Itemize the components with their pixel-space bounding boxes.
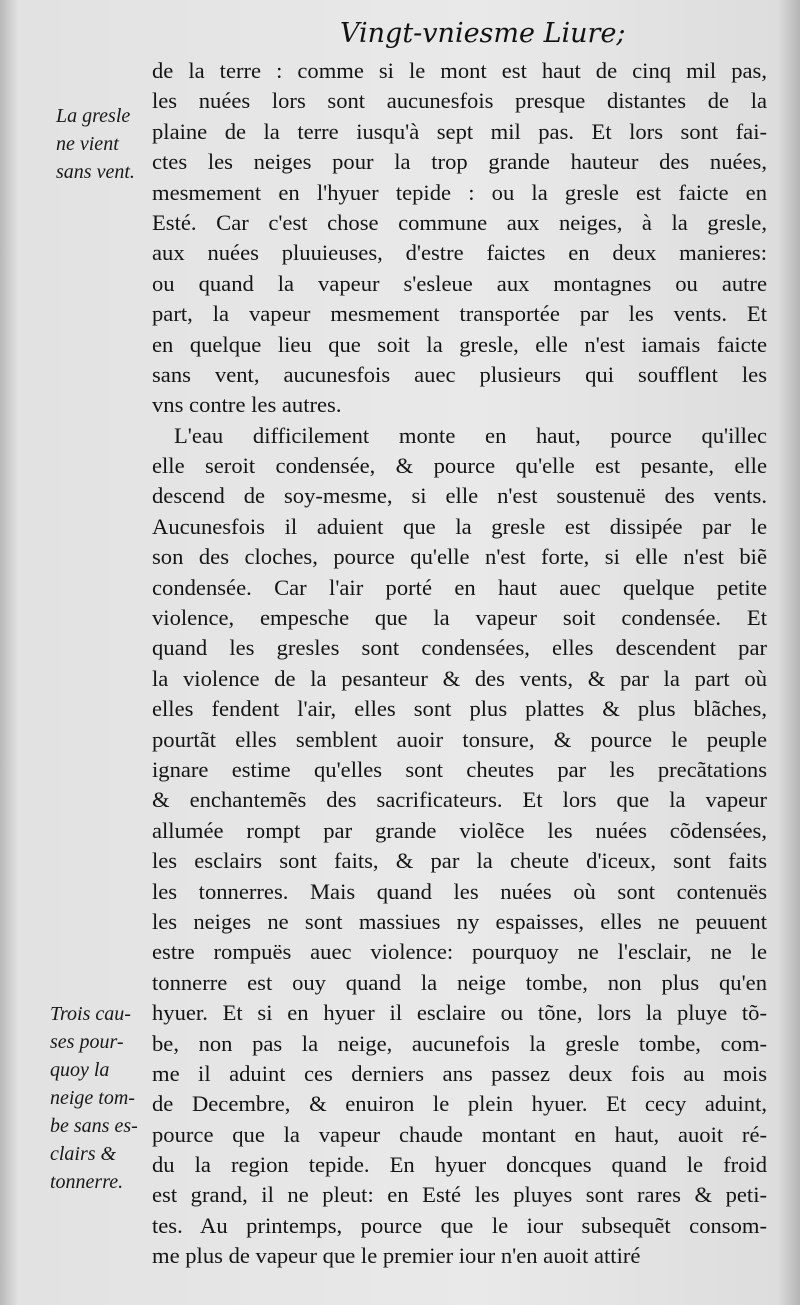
margin-note-snow bbox=[50, 1000, 138, 1196]
text-line: tonnerre est ouy quand la neige tombe, non plus qu'en bbox=[152, 969, 767, 995]
margin-note-line: ses pour- bbox=[50, 1031, 124, 1053]
text-line: me il aduint ces derniers ans passez deux fois au mois bbox=[152, 1060, 767, 1086]
text-line: be, non pas la neige, aucunefois la gresle tombe, com- bbox=[152, 1030, 767, 1056]
text-line: mesmement en l'hyuer tepide : ou la gresle est faicte en bbox=[152, 179, 767, 205]
margin-note-line: ne vient bbox=[56, 133, 119, 155]
text-line: ignare estime qu'elles sont cheutes par les precãtations bbox=[152, 756, 767, 782]
text-line: tes. Au printemps, pource que le iour subsequẽt consom- bbox=[152, 1212, 767, 1238]
text-line: estre rompuës auec violence: pourquoy ne l'esclair, ne le bbox=[152, 939, 767, 965]
margin-note-line: clairs & bbox=[50, 1143, 117, 1165]
margin-note-line: sans vent. bbox=[56, 161, 135, 183]
text-line: les esclairs sont faits, & par la cheute d'iceux, sont faits bbox=[152, 848, 767, 874]
text-line: Esté. Car c'est chose commune aux neiges, à la gresle, bbox=[152, 209, 767, 235]
text-line: Aucunesfois il aduient que la gresle est dissipée par le bbox=[152, 513, 767, 539]
text-line: en quelque lieu que soit la gresle, elle n'est iamais faicte bbox=[152, 331, 767, 357]
text-line: vns contre les autres. bbox=[152, 392, 342, 418]
text-line: descend de soy-mesme, si elle n'est soustenuë des vents. bbox=[152, 483, 767, 509]
text-line: les nuées lors sont aucunesfois presque distantes de la bbox=[152, 88, 767, 114]
margin-note-line: tonnerre. bbox=[50, 1171, 124, 1193]
margin-note-line: be sans es- bbox=[50, 1115, 138, 1137]
text-line: de Decembre, & enuiron le plein hyuer. Et cecy aduint, bbox=[152, 1091, 767, 1117]
text-line: condensée. Car l'air porté en haut auec quelque petite bbox=[152, 574, 767, 600]
text-line: pource que la vapeur chaude montant en haut, auoit ré- bbox=[152, 1121, 767, 1147]
text-line: aux nuées pluuieuses, d'estre faictes en deux manieres: bbox=[152, 240, 767, 266]
text-line: part, la vapeur mesmement transportée par les vents. Et bbox=[152, 301, 767, 327]
text-line: son des cloches, pource qu'elle n'est forte, si elle n'est biẽ bbox=[152, 544, 767, 570]
text-line: plaine de la terre iusqu'à sept mil pas. Et lors sont fai- bbox=[152, 118, 767, 144]
text-line: sans vent, aucunesfois auec plusieurs qui soufflent les bbox=[152, 361, 767, 387]
margin-note-line: quoy la bbox=[50, 1059, 110, 1081]
text-line: ctes les neiges pour la trop grande hauteur des nuées, bbox=[152, 149, 767, 175]
text-line: de la terre : comme si le mont est haut de cinq mil pas, bbox=[152, 58, 767, 83]
text-line: violence, empesche que la vapeur soit condensée. Et bbox=[152, 605, 767, 631]
body-text bbox=[152, 56, 767, 1272]
text-line: la violence de la pesanteur & des vents, & par la part où bbox=[152, 665, 767, 691]
text-line: est grand, il ne pleut: en Esté les pluyes sont rares & peti- bbox=[152, 1182, 767, 1208]
text-line: pourtãt elles semblent auoir tonsure, & pource le peuple bbox=[152, 726, 767, 752]
text-line: elles fendent l'air, elles sont plus plattes & plus blãches, bbox=[152, 696, 767, 722]
running-head: Vingt-vniesme Liure; bbox=[340, 18, 626, 49]
margin-note-line: neige tom- bbox=[50, 1087, 135, 1109]
text-line: ou quand la vapeur s'esleue aux montagnes ou autre bbox=[152, 270, 767, 296]
text-line: elle seroit condensée, & pource qu'elle est pesante, elle bbox=[152, 453, 767, 479]
text-line: les neiges ne sont massiues ny espaisses, elles ne peuuent bbox=[152, 908, 767, 934]
text-line: quand les gresles sont condensées, elles descendent par bbox=[152, 635, 767, 661]
margin-note-line: Trois cau- bbox=[50, 1003, 131, 1025]
margin-note-line: La gresle bbox=[56, 105, 131, 127]
text-line: & enchantemẽs des sacrificateurs. Et lors que la vapeur bbox=[152, 787, 767, 813]
text-line: allumée rompt par grande violẽce les nuées cõdensées, bbox=[152, 817, 767, 843]
margin-note-hail bbox=[56, 102, 135, 186]
text-line: du la region tepide. En hyuer doncques quand le froid bbox=[152, 1152, 767, 1178]
text-line: L'eau difficilement monte en haut, pource qu'illec bbox=[174, 422, 767, 448]
text-line: les tonnerres. Mais quand les nuées où sont contenuës bbox=[152, 878, 767, 904]
text-line: me plus de vapeur que le premier iour n'en auoit attiré bbox=[152, 1243, 641, 1269]
text-line: hyuer. Et si en hyuer il esclaire ou tõne, lors la pluye tõ- bbox=[152, 1000, 767, 1026]
